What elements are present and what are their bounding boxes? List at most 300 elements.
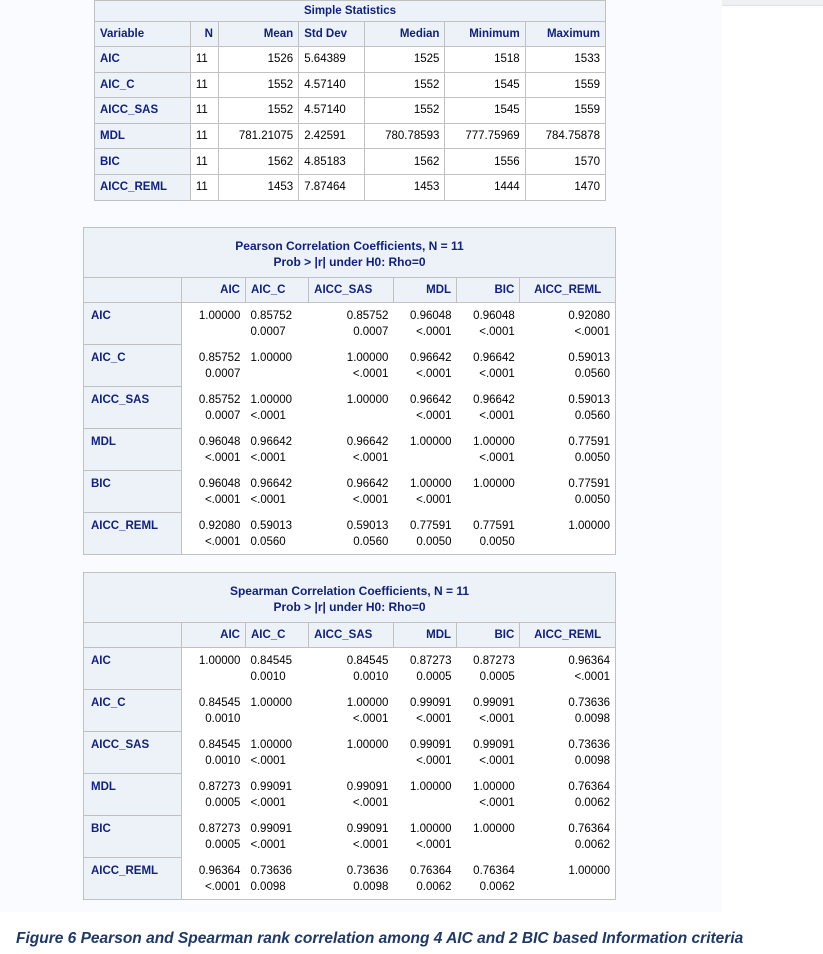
p-value: 0.0062 [479, 880, 515, 893]
correlation-cell [520, 513, 616, 555]
column-header: AIC_C [245, 278, 308, 303]
correlation-coefficient: 0.84545 [198, 738, 241, 751]
correlation-cell [393, 345, 456, 387]
header-corner [84, 623, 182, 648]
stat-cell: 2.42591 [299, 123, 365, 149]
pearson-title: Pearson Correlation Coefficients, N = 11 [235, 239, 464, 253]
p-value: 0.0050 [574, 493, 610, 506]
correlation-coefficient: 0.73636 [250, 864, 293, 877]
correlation-coefficient: 0.76364 [409, 864, 452, 877]
correlation-coefficient: 0.77591 [409, 519, 452, 532]
correlation-coefficient: 0.96642 [346, 477, 389, 490]
stat-cell: 781.21075 [218, 123, 298, 149]
stat-cell: 784.75878 [525, 123, 605, 149]
column-header: Median [365, 22, 445, 47]
row-header: AICC_REML [84, 858, 182, 900]
stat-cell: 780.78593 [365, 123, 445, 149]
stat-cell: 1525 [365, 47, 445, 73]
column-header: Mean [218, 22, 298, 47]
stat-cell: 5.64389 [299, 47, 365, 73]
p-value: <.0001 [416, 493, 452, 506]
correlation-cell [520, 303, 616, 345]
stat-cell: 11 [190, 174, 218, 200]
stat-cell: 1552 [218, 98, 298, 124]
correlation-cell [245, 690, 308, 732]
correlation-coefficient: 1.00000 [346, 738, 389, 751]
correlation-cell [245, 387, 308, 429]
row-header: AICC_SAS [95, 98, 191, 124]
correlation-cell [182, 303, 246, 345]
correlation-cell [309, 387, 394, 429]
table-row [84, 471, 616, 513]
correlation-cell [309, 471, 394, 513]
correlation-coefficient: 0.59013 [346, 519, 389, 532]
correlation-cell [182, 387, 246, 429]
p-value: <.0001 [416, 326, 452, 338]
correlation-coefficient: 0.59013 [568, 393, 610, 406]
correlation-coefficient: 0.99091 [346, 822, 389, 835]
stat-cell: 1545 [445, 98, 525, 124]
column-header: BIC [457, 623, 520, 648]
p-value: <.0001 [352, 712, 389, 725]
correlation-cell [457, 648, 520, 690]
correlation-coefficient: 0.84545 [346, 655, 389, 667]
p-value: <.0001 [416, 712, 452, 725]
row-header: BIC [84, 816, 182, 858]
p-value: 0.0560 [574, 367, 610, 380]
correlation-coefficient: 0.96642 [473, 393, 515, 406]
p-value: <.0001 [479, 796, 515, 809]
p-value: <.0001 [352, 367, 389, 380]
stat-cell: 7.87464 [299, 174, 365, 200]
row-header: AIC [95, 47, 191, 73]
p-value: 0.0098 [574, 754, 610, 767]
column-header: AICC_REML [520, 278, 616, 303]
row-header: MDL [84, 429, 182, 471]
correlation-cell [457, 774, 520, 816]
p-value: 0.0560 [353, 535, 389, 548]
correlation-cell [393, 303, 456, 345]
table-row [84, 387, 616, 429]
table-row [84, 345, 616, 387]
correlation-cell [457, 858, 520, 900]
table-row [84, 648, 616, 690]
row-header: BIC [95, 149, 191, 175]
row-header: AIC_C [84, 345, 182, 387]
column-header: AIC [182, 623, 246, 648]
row-header: AICC_SAS [84, 732, 182, 774]
table-row [84, 816, 616, 858]
correlation-cell [245, 345, 308, 387]
pearson-subtitle: Prob > |r| under H0: Rho=0 [273, 255, 426, 269]
spearman-correlation-table [83, 572, 616, 900]
correlation-coefficient: 0.96048 [198, 435, 241, 448]
correlation-cell [393, 387, 456, 429]
correlation-cell [182, 429, 246, 471]
correlation-coefficient: 0.96048 [198, 477, 241, 490]
header-corner [84, 278, 182, 303]
p-value: <.0001 [250, 451, 286, 464]
p-value: <.0001 [250, 493, 286, 506]
table-row [95, 123, 606, 149]
correlation-cell [520, 429, 616, 471]
p-value: <.0001 [250, 796, 286, 809]
correlation-cell [520, 690, 616, 732]
column-header: N [190, 22, 218, 47]
p-value: <.0001 [250, 838, 286, 851]
correlation-coefficient: 0.77591 [568, 435, 610, 448]
column-header: MDL [393, 623, 456, 648]
stat-cell: 1552 [365, 72, 445, 98]
correlation-cell [309, 429, 394, 471]
column-header: Variable [95, 22, 191, 47]
correlation-coefficient: 0.99091 [250, 822, 293, 835]
stat-cell: 4.57140 [299, 98, 365, 124]
correlation-coefficient: 1.00000 [409, 822, 452, 835]
p-value: 0.0007 [205, 367, 241, 380]
stat-cell: 777.75969 [445, 123, 525, 149]
p-value: <.0001 [574, 671, 610, 683]
column-header: AICC_SAS [309, 623, 394, 648]
correlation-cell [457, 429, 520, 471]
correlation-coefficient: 1.00000 [250, 696, 293, 709]
row-header: MDL [84, 774, 182, 816]
correlation-cell [309, 858, 394, 900]
correlation-cell [457, 303, 520, 345]
correlation-coefficient: 0.76364 [473, 864, 515, 877]
p-value: 0.0098 [250, 880, 286, 893]
correlation-coefficient: 0.77591 [568, 477, 610, 490]
correlation-coefficient: 0.85752 [250, 310, 293, 322]
p-value: <.0001 [204, 451, 241, 464]
stat-cell: 11 [190, 98, 218, 124]
correlation-cell [457, 513, 520, 555]
correlation-coefficient: 1.00000 [346, 696, 389, 709]
stat-cell: 1559 [525, 72, 605, 98]
correlation-coefficient: 1.00000 [250, 351, 293, 364]
stat-cell: 1545 [445, 72, 525, 98]
p-value: <.0001 [479, 367, 515, 380]
correlation-coefficient: 0.84545 [250, 655, 293, 667]
correlation-cell [245, 858, 308, 900]
p-value: <.0001 [204, 493, 241, 506]
row-header: AICC_REML [95, 174, 191, 200]
correlation-cell [457, 732, 520, 774]
correlation-coefficient: 0.96642 [346, 435, 389, 448]
p-value: <.0001 [479, 326, 515, 338]
correlation-cell [393, 858, 456, 900]
column-header: AIC_C [245, 623, 308, 648]
spearman-subtitle: Prob > |r| under H0: Rho=0 [273, 600, 426, 614]
correlation-coefficient: 0.87273 [198, 780, 241, 793]
p-value: 0.0005 [205, 838, 241, 851]
correlation-cell [520, 648, 616, 690]
p-value: <.0001 [416, 754, 452, 767]
stat-cell: 11 [190, 149, 218, 175]
stat-cell: 11 [190, 123, 218, 149]
correlation-cell [182, 816, 246, 858]
correlation-coefficient: 0.96642 [473, 351, 515, 364]
row-header: AIC_C [95, 72, 191, 98]
correlation-cell [182, 471, 246, 513]
correlation-cell [520, 774, 616, 816]
correlation-coefficient: 1.00000 [409, 780, 452, 793]
column-header: MDL [393, 278, 456, 303]
p-value: 0.0050 [416, 535, 452, 548]
p-value: 0.0007 [353, 326, 389, 338]
correlation-coefficient: 0.99091 [473, 738, 515, 751]
correlation-cell [182, 858, 246, 900]
table-row [95, 47, 606, 73]
p-value: 0.0560 [574, 409, 610, 422]
stat-cell: 1444 [445, 174, 525, 200]
correlation-coefficient: 1.00000 [250, 393, 293, 406]
correlation-cell [520, 858, 616, 900]
correlation-cell [393, 471, 456, 513]
stat-cell: 4.57140 [299, 72, 365, 98]
stat-cell: 1526 [218, 47, 298, 73]
p-value: <.0001 [250, 754, 286, 767]
correlation-cell [245, 429, 308, 471]
column-header: AIC [182, 278, 246, 303]
correlation-coefficient: 0.96364 [568, 655, 610, 667]
column-header: Std Dev [299, 22, 365, 47]
p-value: 0.0050 [479, 535, 515, 548]
correlation-coefficient: 0.96642 [250, 477, 293, 490]
p-value: 0.0010 [353, 671, 389, 683]
correlation-cell [309, 648, 394, 690]
p-value: 0.0062 [574, 796, 610, 809]
correlation-coefficient: 1.00000 [473, 435, 515, 448]
p-value: 0.0010 [205, 712, 241, 725]
column-header: AICC_SAS [309, 278, 394, 303]
correlation-coefficient: 0.96048 [409, 310, 452, 322]
p-value: <.0001 [574, 326, 610, 338]
p-value: 0.0010 [205, 754, 241, 767]
p-value: <.0001 [479, 409, 515, 422]
correlation-coefficient: 1.00000 [250, 738, 293, 751]
pearson-title-block [84, 228, 616, 278]
row-header: BIC [84, 471, 182, 513]
table-row [95, 174, 606, 200]
correlation-coefficient: 1.00000 [568, 864, 610, 877]
correlation-cell [245, 732, 308, 774]
pearson-correlation-table [83, 227, 616, 555]
correlation-coefficient: 0.59013 [250, 519, 293, 532]
correlation-cell [245, 816, 308, 858]
correlation-coefficient: 0.85752 [198, 351, 241, 364]
correlation-cell [309, 513, 394, 555]
p-value: 0.0005 [205, 796, 241, 809]
table-row [84, 303, 616, 345]
row-header: MDL [95, 123, 191, 149]
correlation-coefficient: 0.87273 [409, 655, 452, 667]
correlation-cell [309, 303, 394, 345]
stat-cell: 1552 [365, 98, 445, 124]
correlation-cell [520, 387, 616, 429]
correlation-cell [457, 387, 520, 429]
correlation-coefficient: 0.85752 [198, 393, 241, 406]
column-header: BIC [457, 278, 520, 303]
correlation-cell [393, 513, 456, 555]
p-value: <.0001 [204, 535, 241, 548]
p-value: <.0001 [204, 880, 241, 893]
row-header: AIC_C [84, 690, 182, 732]
correlation-coefficient: 0.99091 [473, 696, 515, 709]
correlation-coefficient: 0.84545 [198, 696, 241, 709]
correlation-cell [457, 345, 520, 387]
table-row [84, 513, 616, 555]
p-value: <.0001 [352, 493, 389, 506]
correlation-cell [309, 774, 394, 816]
correlation-coefficient: 0.87273 [198, 822, 241, 835]
column-header: AICC_REML [520, 623, 616, 648]
p-value: 0.0005 [416, 671, 452, 683]
p-value: <.0001 [479, 754, 515, 767]
stat-cell: 1470 [525, 174, 605, 200]
table-row [95, 72, 606, 98]
correlation-cell [309, 690, 394, 732]
table-row [84, 858, 616, 900]
correlation-cell [182, 690, 246, 732]
table-row [95, 149, 606, 175]
correlation-cell [393, 774, 456, 816]
p-value: <.0001 [416, 409, 452, 422]
correlation-cell [182, 732, 246, 774]
p-value: <.0001 [352, 838, 389, 851]
correlation-cell [182, 648, 246, 690]
correlation-coefficient: 0.96642 [409, 393, 452, 406]
stat-cell: 1562 [365, 149, 445, 175]
correlation-coefficient: 0.99091 [250, 780, 293, 793]
p-value: 0.0560 [250, 535, 286, 548]
p-value: 0.0050 [574, 451, 610, 464]
row-header: AIC [84, 648, 182, 690]
simple-statistics-table [94, 0, 606, 201]
table-row [84, 429, 616, 471]
correlation-coefficient: 0.73636 [568, 738, 610, 751]
correlation-cell [457, 690, 520, 732]
correlation-coefficient: 0.76364 [568, 780, 610, 793]
correlation-cell [182, 774, 246, 816]
column-header: Minimum [445, 22, 525, 47]
correlation-coefficient: 0.87273 [473, 655, 515, 667]
p-value: 0.0010 [250, 671, 286, 683]
simple-statistics-title: Simple Statistics [95, 1, 606, 22]
correlation-cell [520, 732, 616, 774]
correlation-cell [182, 345, 246, 387]
correlation-coefficient: 0.76364 [568, 822, 610, 835]
correlation-coefficient: 1.00000 [198, 310, 241, 322]
correlation-cell [245, 303, 308, 345]
correlation-cell [182, 513, 246, 555]
p-value: <.0001 [416, 838, 452, 851]
correlation-cell [457, 816, 520, 858]
spearman-title-block [84, 573, 616, 623]
stat-cell: 11 [190, 47, 218, 73]
correlation-cell [393, 732, 456, 774]
correlation-cell [520, 816, 616, 858]
p-value: <.0001 [479, 712, 515, 725]
correlation-coefficient: 0.73636 [568, 696, 610, 709]
correlation-coefficient: 0.85752 [346, 310, 389, 322]
stat-cell: 1559 [525, 98, 605, 124]
p-value: <.0001 [479, 451, 515, 464]
p-value: <.0001 [352, 796, 389, 809]
correlation-coefficient: 1.00000 [198, 655, 241, 667]
correlation-coefficient: 1.00000 [473, 477, 515, 490]
p-value: 0.0007 [205, 409, 241, 422]
correlation-coefficient: 0.59013 [568, 351, 610, 364]
p-value: <.0001 [352, 451, 389, 464]
row-header: AICC_SAS [84, 387, 182, 429]
stat-cell: 1453 [365, 174, 445, 200]
stat-cell: 1562 [218, 149, 298, 175]
correlation-coefficient: 1.00000 [346, 351, 389, 364]
correlation-coefficient: 0.96642 [250, 435, 293, 448]
correlation-cell [309, 732, 394, 774]
correlation-coefficient: 1.00000 [568, 519, 610, 532]
stat-cell: 11 [190, 72, 218, 98]
correlation-cell [393, 429, 456, 471]
p-value: <.0001 [250, 409, 286, 422]
correlation-cell [245, 648, 308, 690]
row-header: AICC_REML [84, 513, 182, 555]
correlation-cell [309, 816, 394, 858]
correlation-cell [457, 471, 520, 513]
correlation-coefficient: 1.00000 [409, 477, 452, 490]
table-row [84, 774, 616, 816]
correlation-coefficient: 0.99091 [409, 696, 452, 709]
p-value: 0.0062 [574, 838, 610, 851]
correlation-coefficient: 0.96048 [473, 310, 515, 322]
correlation-coefficient: 0.73636 [346, 864, 389, 877]
correlation-coefficient: 1.00000 [473, 822, 515, 835]
row-header: AIC [84, 303, 182, 345]
table-row [84, 690, 616, 732]
stat-cell: 1556 [445, 149, 525, 175]
correlation-coefficient: 0.96642 [409, 351, 452, 364]
stat-cell: 4.85183 [299, 149, 365, 175]
correlation-cell [309, 345, 394, 387]
correlation-cell [520, 345, 616, 387]
correlation-coefficient: 0.77591 [473, 519, 515, 532]
p-value: 0.0098 [574, 712, 610, 725]
stat-cell: 1570 [525, 149, 605, 175]
figure-caption: Figure 6 Pearson and Spearman rank correlation among 4 AIC and 2 BIC based Information criteria [16, 930, 744, 947]
p-value: 0.0005 [479, 671, 515, 683]
spearman-title: Spearman Correlation Coefficients, N = 11 [229, 584, 470, 598]
correlation-coefficient: 1.00000 [473, 780, 515, 793]
table-row [95, 98, 606, 124]
column-header: Maximum [525, 22, 605, 47]
correlation-coefficient: 0.92080 [568, 310, 610, 322]
correlation-coefficient: 0.99091 [346, 780, 389, 793]
correlation-cell [245, 774, 308, 816]
correlation-coefficient: 1.00000 [409, 435, 452, 448]
correlation-cell [393, 816, 456, 858]
correlation-coefficient: 0.92080 [198, 519, 241, 532]
stat-cell: 1453 [218, 174, 298, 200]
correlation-cell [393, 648, 456, 690]
correlation-cell [245, 471, 308, 513]
stat-cell: 1533 [525, 47, 605, 73]
table-row [84, 732, 616, 774]
correlation-cell [520, 471, 616, 513]
stat-cell: 1552 [218, 72, 298, 98]
correlation-cell [245, 513, 308, 555]
p-value: 0.0098 [353, 880, 389, 893]
